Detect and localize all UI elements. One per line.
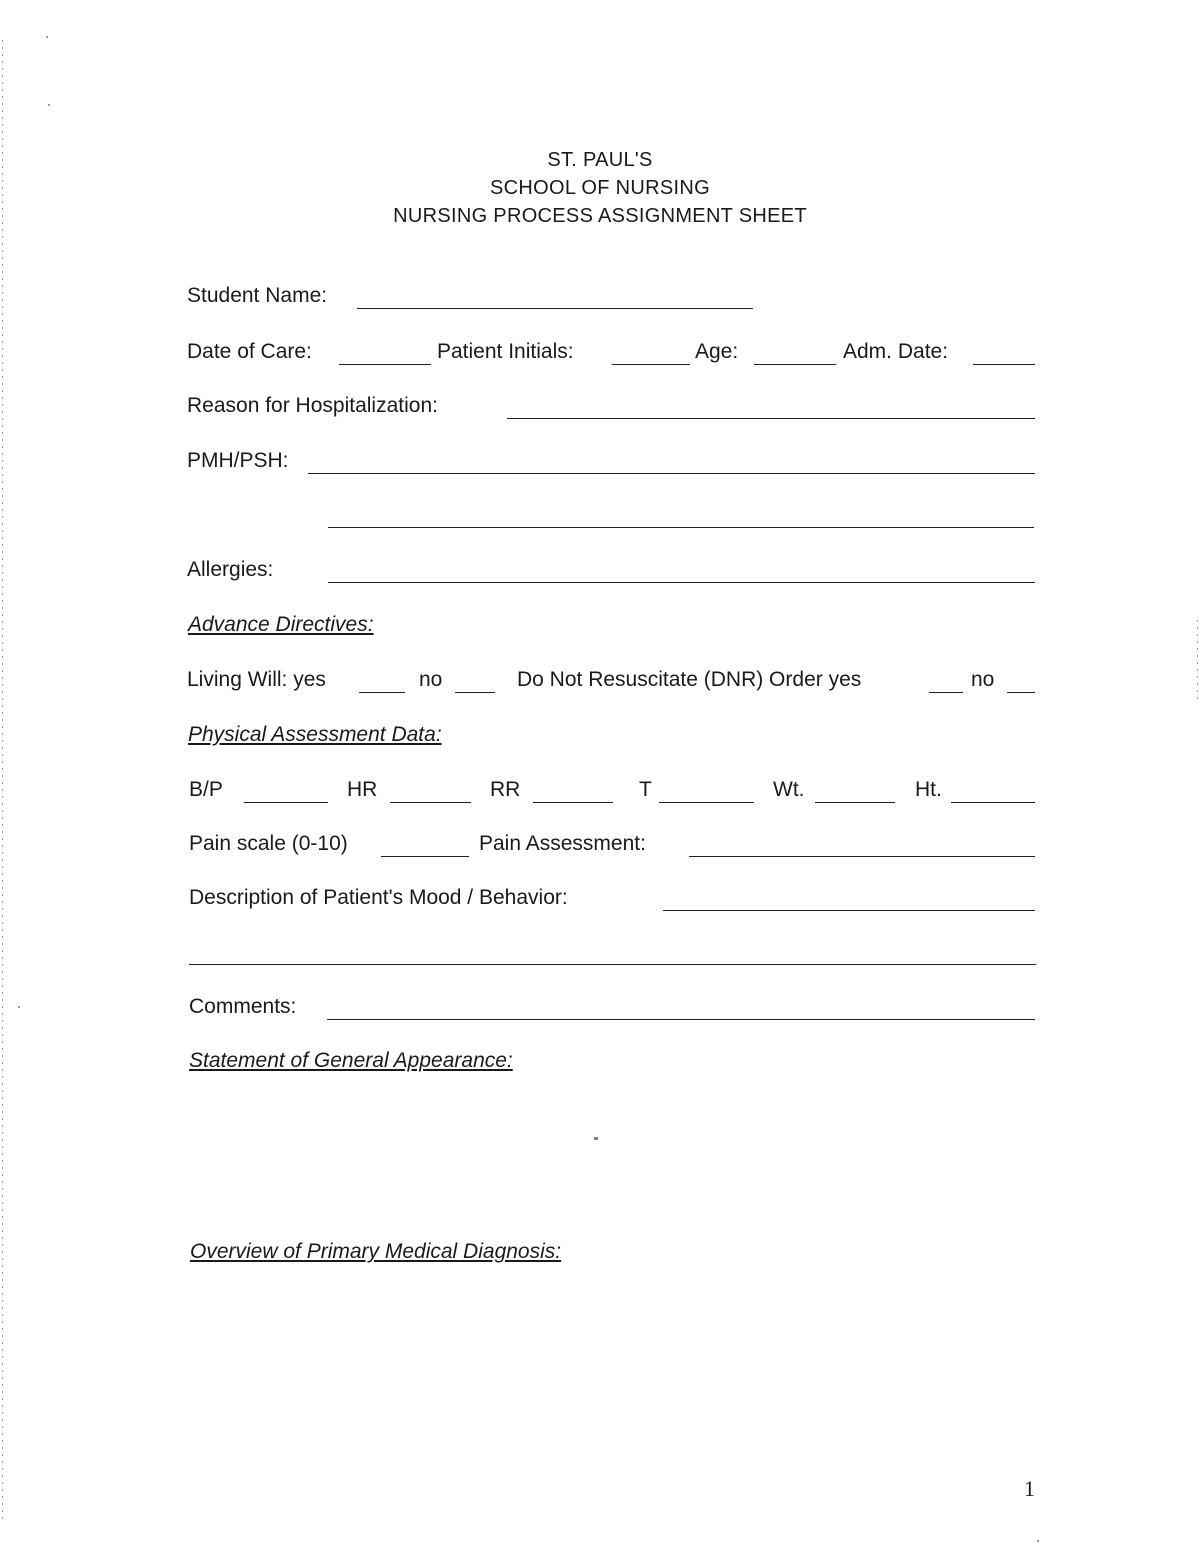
- dnr-no-field[interactable]: [1007, 692, 1035, 693]
- bp-field[interactable]: [244, 802, 328, 803]
- mood-row: [189, 886, 1039, 916]
- allergies-row: [187, 558, 1037, 588]
- hr-label: HR: [347, 778, 378, 801]
- scan-speck: [46, 36, 48, 38]
- adm-date-field[interactable]: [973, 364, 1035, 365]
- physical-assessment-heading: Physical Assessment Data:: [188, 723, 442, 746]
- comments-row: [189, 995, 1039, 1025]
- bp-label: B/P: [189, 778, 223, 801]
- mood-label: Description of Patient's Mood / Behavior:: [189, 886, 568, 909]
- patient-initials-label: Patient Initials:: [437, 340, 574, 363]
- reason-label: Reason for Hospitalization:: [187, 394, 438, 417]
- student-name-row: [187, 284, 1037, 314]
- scan-edge-right: [1197, 620, 1198, 700]
- header-school: SCHOOL OF NURSING: [490, 177, 710, 199]
- scan-speck: [594, 1137, 598, 1140]
- pmh-field-continued[interactable]: [328, 527, 1034, 528]
- scan-edge-left: [2, 40, 3, 1520]
- directives-row: [187, 668, 1037, 698]
- living-will-label: Living Will: yes: [187, 668, 326, 691]
- age-field[interactable]: [754, 364, 836, 365]
- weight-field[interactable]: [815, 802, 895, 803]
- pain-assessment-label: Pain Assessment:: [479, 832, 646, 855]
- care-info-row: [187, 340, 1037, 370]
- allergies-field[interactable]: [328, 582, 1035, 583]
- pain-row: [189, 832, 1039, 862]
- date-of-care-field[interactable]: [339, 364, 431, 365]
- advance-directives-heading: Advance Directives:: [188, 613, 374, 636]
- height-label: Ht.: [915, 778, 942, 801]
- pmh-row: [187, 449, 1037, 479]
- vitals-row: [189, 778, 1039, 808]
- date-of-care-label: Date of Care:: [187, 340, 312, 363]
- student-name-label: Student Name:: [187, 284, 328, 307]
- student-name-field[interactable]: [357, 308, 753, 309]
- pmh-label: PMH/PSH:: [187, 449, 289, 472]
- allergies-label: Allergies:: [187, 558, 274, 581]
- hr-field[interactable]: [390, 802, 471, 803]
- header-title: NURSING PROCESS ASSIGNMENT SHEET: [393, 205, 807, 227]
- temp-label: T: [639, 778, 652, 801]
- pain-scale-label: Pain scale (0-10): [189, 832, 348, 855]
- living-will-yes-field[interactable]: [359, 692, 405, 693]
- dnr-yes-field[interactable]: [929, 692, 963, 693]
- height-field[interactable]: [951, 802, 1035, 803]
- reason-row: [187, 394, 1037, 424]
- pmh-field[interactable]: [308, 473, 1035, 474]
- dnr-no-label: no: [971, 668, 995, 691]
- rr-label: RR: [490, 778, 521, 801]
- weight-label: Wt.: [773, 778, 805, 801]
- age-label: Age:: [695, 340, 739, 363]
- dnr-label: Do Not Resuscitate (DNR) Order yes: [517, 668, 862, 691]
- living-will-no-field[interactable]: [455, 692, 495, 693]
- scan-speck: [18, 1006, 20, 1008]
- living-will-no-label: no: [419, 668, 443, 691]
- mood-field[interactable]: [663, 910, 1035, 911]
- primary-diagnosis-heading: Overview of Primary Medical Diagnosis:: [190, 1240, 562, 1263]
- adm-date-label: Adm. Date:: [843, 340, 949, 363]
- header-institution: ST. PAUL'S: [547, 149, 653, 171]
- comments-field[interactable]: [327, 1019, 1035, 1020]
- page-number: 1: [1024, 1476, 1035, 1501]
- comments-label: Comments:: [189, 995, 297, 1018]
- scan-speck: [48, 104, 50, 106]
- pain-assessment-field[interactable]: [689, 856, 1035, 857]
- temp-field[interactable]: [659, 802, 754, 803]
- reason-field[interactable]: [507, 418, 1035, 419]
- patient-initials-field[interactable]: [612, 364, 690, 365]
- pain-scale-field[interactable]: [381, 856, 469, 857]
- general-appearance-heading: Statement of General Appearance:: [189, 1049, 513, 1072]
- scan-speck: [1037, 1540, 1039, 1542]
- rr-field[interactable]: [533, 802, 613, 803]
- mood-field-continued[interactable]: [189, 964, 1036, 965]
